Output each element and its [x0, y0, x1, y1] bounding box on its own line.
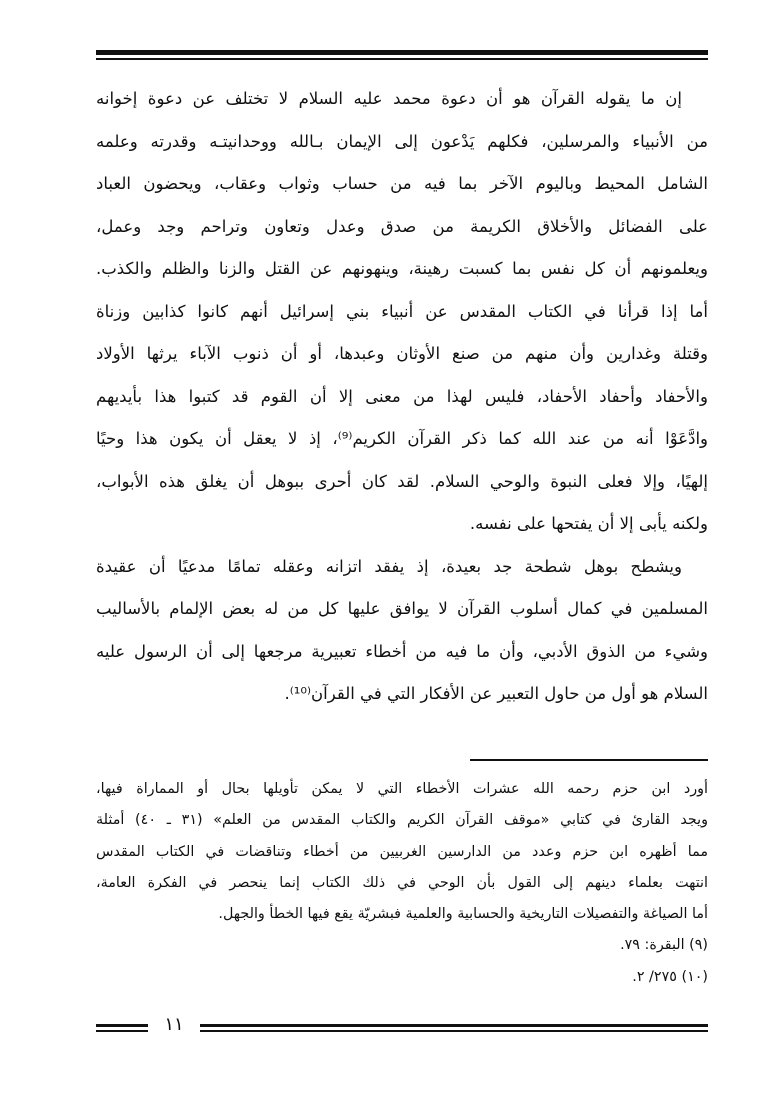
page-footer — [96, 1014, 708, 1038]
footer-rule-right — [200, 1024, 708, 1027]
footnote-line: ويجد القارئ في كتابي «موقف القرآن الكريم والكتاب المقدس من العلم» (٣١ ـ ٤٠) أمثلة — [96, 812, 708, 829]
body-line: وشيء من الذوق الأدبي، وأن ما فيه من أخطاء تعبيرية مرجعها إلى أن الرسول عليه — [96, 641, 708, 661]
body-line: المسلمين في كمال أسلوب القرآن لا يوافق عليها كل من له بعض الإلمام بالأساليب — [96, 599, 708, 618]
footnote-ref-10: (١٠) ٢٧٥/ ٢. — [632, 968, 708, 985]
footnote-separator — [470, 759, 708, 761]
footnote-line: انتهت بعلماء دينهم إلى القول بأن الوحي في ذلك الكتاب إنما ينحصر في الفكرة العامة، — [96, 874, 708, 891]
body-line: ويشطح بوهل شطحة جد بعيدة، إذ يفقد اتزانه وعقله تمامًا مدعيًا أن عقيدة — [96, 556, 682, 576]
body-line: أما إذا قرأنا في الكتاب المقدس عن أنبياء بني إسرائيل أنهم كانوا كذابين وزناة — [96, 301, 708, 321]
page-number: ١١ — [164, 1014, 184, 1035]
body-text — [96, 78, 708, 716]
body-line: والأحفاد وأحفاد الأحفاد، فليس لهذا من معنى إلا أن القوم قد كتبوا هذا بأيديهم — [96, 386, 708, 406]
body-line: على الفضائل والأخلاق الكريمة من صدق وعدل وتعاون وتراحم وجد وعمل، — [96, 216, 708, 236]
body-line: إلهيًا، وإلا فعلى النبوة والوحي السلام. لقد كان أحرى ببوهل أن يغلق هذه الأبواب، — [96, 471, 708, 491]
footnote-ref-9: (٩) البقرة: ٧٩. — [620, 937, 708, 954]
body-line: وقتلة وغدارين وأن منهم من صنع الأوثان وعبدها، أو أن ذنوب الآباء يرثها الأولاد — [96, 344, 708, 363]
footnotes — [96, 774, 708, 993]
footnote-line: أورد ابن حزم رحمه الله عشرات الأخطاء التي لا يمكن تأويلها بحال أو المماراة فيها، — [96, 781, 708, 797]
body-line: إن ما يقوله القرآن هو أن دعوة محمد عليه السلام لا تختلف عن دعوة إخوانه — [96, 89, 682, 108]
header-rule-thick — [96, 50, 708, 55]
body-line: السلام هو أول من حاول التعبير عن الأفكار التي في القرآن⁽¹⁰⁾. — [284, 684, 708, 703]
footnote-line: مما أظهره ابن حزم وعدد من الدارسين الغربيين من أخطاء وتناقضات في الكتاب المقدس — [96, 843, 708, 860]
header-rule-thin — [96, 58, 708, 60]
footer-rule-left — [96, 1030, 148, 1032]
body-line: ولكنه يأبى إلا أن يفتحها على نفسه. — [469, 514, 708, 533]
body-line: من الأنبياء والمرسلين، فكلهم يَدْعون إلى الإيمان بـالله ووحدانيتـه وقدرته وعلمه — [96, 131, 708, 151]
footnote-line: أما الصياغة والتفصيلات التاريخية والحسابية والعلمية فبشريّة يقع فيها الخطأ والجهل. — [218, 906, 708, 923]
body-line: الشامل المحيط وباليوم الآخر بما فيه من حساب وثواب وعقاب، ويحضون العباد — [96, 174, 708, 193]
body-line: ويعلمونهم أن كل نفس بما كسبت رهينة، وينهونهم عن القتل والزنا والظلم والكذب. — [96, 259, 708, 278]
body-line: وادَّعَوْا أنه من عند الله كما ذكر القرآن الكريم⁽⁹⁾، إذ لا يعقل أن يكون هذا وحيًا — [96, 429, 708, 448]
footer-rule-left — [96, 1024, 148, 1027]
footer-rule-right — [200, 1030, 708, 1032]
